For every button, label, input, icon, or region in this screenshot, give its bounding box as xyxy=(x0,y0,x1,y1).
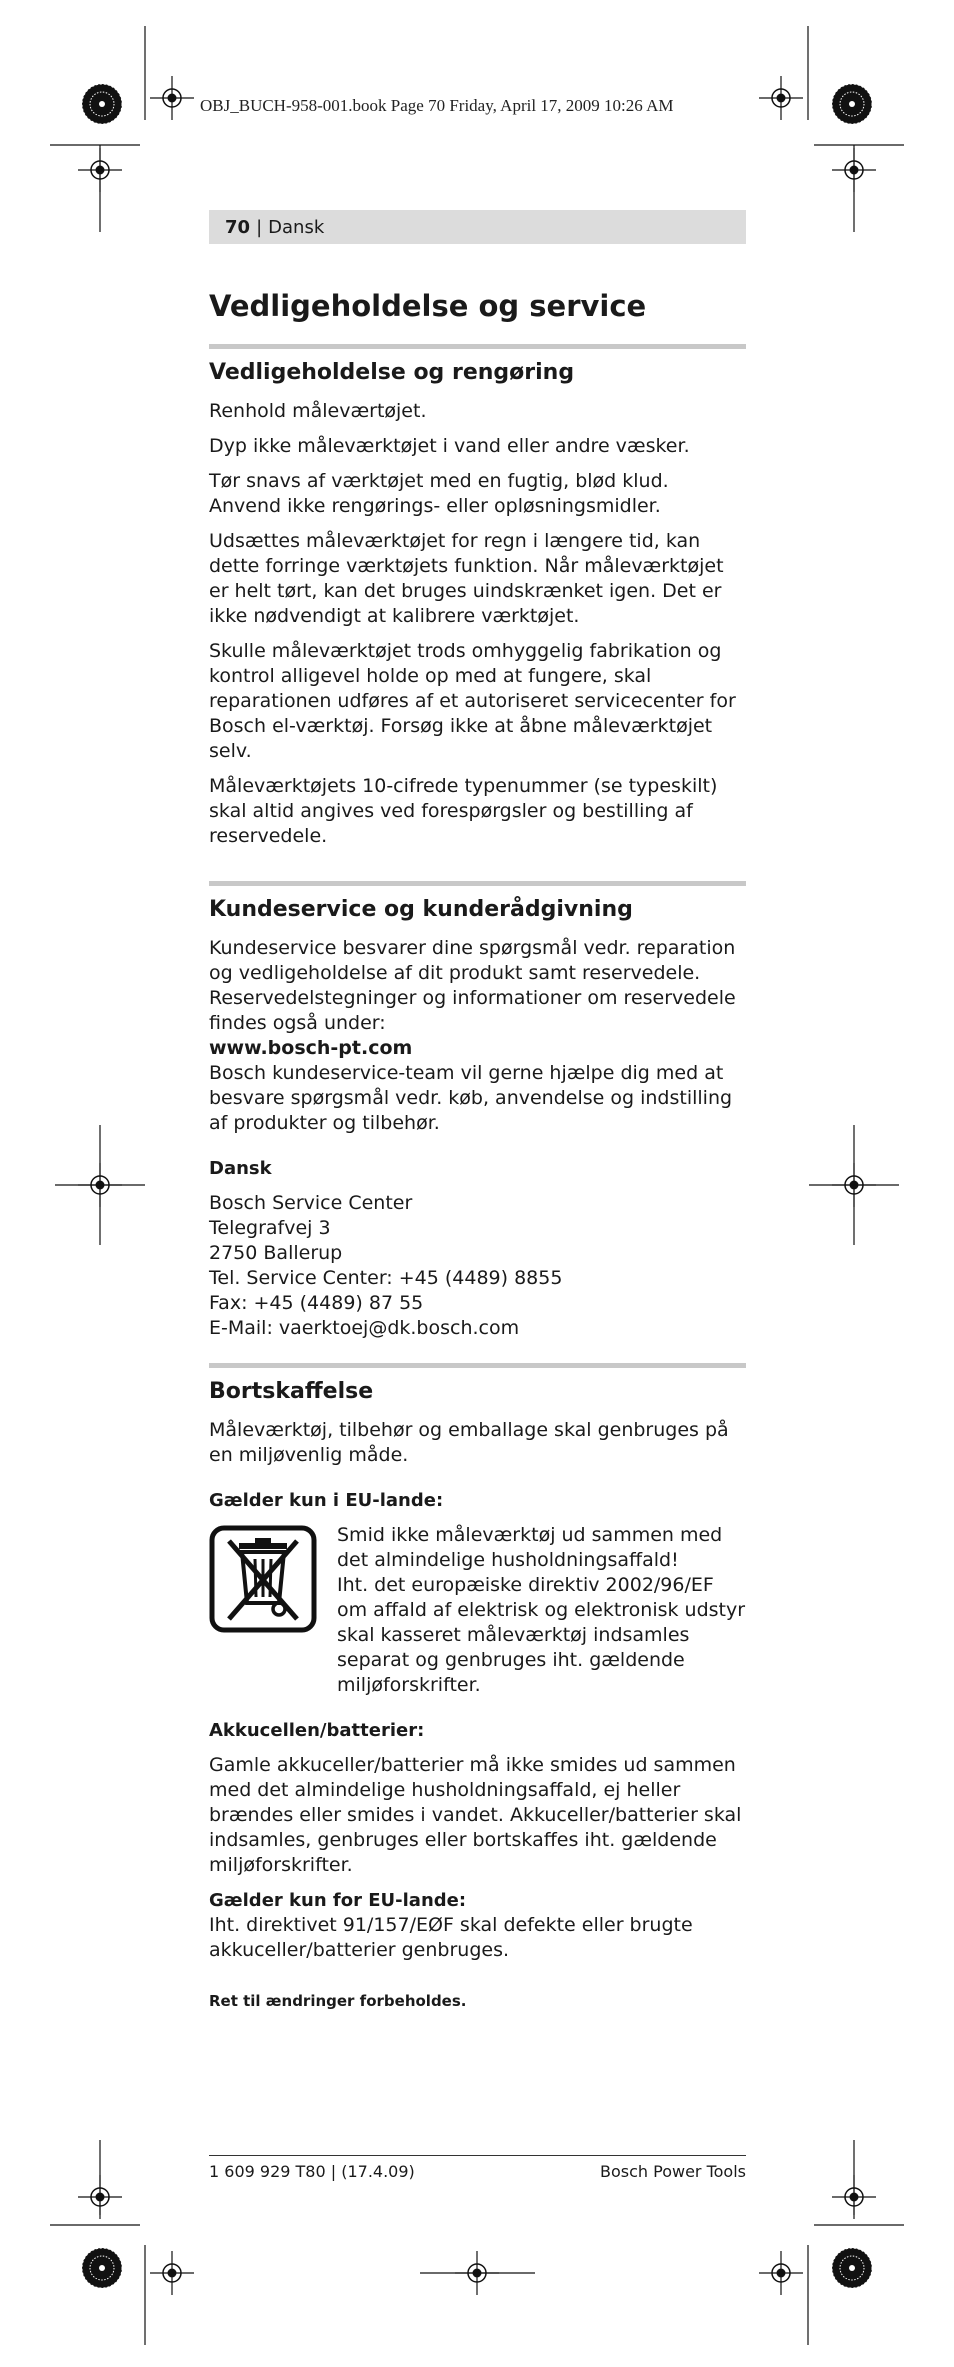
website-link[interactable]: www.bosch-pt.com xyxy=(209,1037,413,1059)
maintenance-paragraph: Renhold måleværtøjet. xyxy=(209,400,427,422)
header-language: Dansk xyxy=(268,216,325,238)
header-separator: | xyxy=(256,216,263,238)
change-notice: Ret til ændringer forbeholdes. xyxy=(209,1992,467,2010)
disposal-section xyxy=(209,1378,746,1963)
maintenance-paragraph: Dyp ikke måleværktøjet i vand eller andre væsker. xyxy=(209,435,690,457)
section-rule xyxy=(209,881,746,886)
customer-service-team-text: Bosch kundeservice-team vil gerne hjælpe dig med at besvare spørgsmål vedr. køb, anvendelse og indstilling af produkter og tilbehør. xyxy=(209,1062,733,1134)
section-rule xyxy=(209,1363,746,1368)
maintenance-paragraph: Skulle måleværktøjet trods omhyggelig fabrikation og kontrol alligevel holde op med at fungere, skal reparationen udføres af et autoriseret servicecenter for Bosch el-værktøj. Forsøg ikke at åbne måleværktøjet selv. xyxy=(209,640,736,762)
weee-warning: Smid ikke måleværktøj ud sammen med det almindelige husholdningsaffald! xyxy=(337,1524,723,1571)
customer-service-heading: Kundeservice og kunderådgivning xyxy=(209,897,633,922)
page-footer xyxy=(209,2155,746,2181)
battery-heading: Akkucellen/batterier: xyxy=(209,1720,425,1741)
disposal-heading: Bortskaffelse xyxy=(209,1379,374,1404)
maintenance-paragraph: Tør snavs af værktøjet med en fugtig, blød klud. Anvend ikke rengørings- eller opløsningsmidler. xyxy=(209,470,669,517)
page-number: 70 xyxy=(225,216,251,238)
country-heading: Dansk xyxy=(209,1158,272,1179)
maintenance-paragraph: Udsættes måleværktøjet for regn i længere tid, kan dette forringe værktøjets funktion. Når måleværktøjet er helt tørt, kan det bruges uindskrænket igen. Det er ikke nødvendigt at kalibrere værktøjet. xyxy=(209,530,724,627)
battery-text: Gamle akkuceller/batterier må ikke smides ud sammen med det almindelige husholdningsaffald, ej heller brændes eller smides i vandet. Akkuceller/batterier skal indsamles, genbruges eller bortskaffes iht. gældende miljøforskrifter. xyxy=(209,1754,742,1876)
print-slug: OBJ_BUCH-958-001.book Page 70 Friday, April 17, 2009 10:26 AM xyxy=(200,96,674,115)
address-line: Tel. Service Center: +45 (4489) 8855 xyxy=(209,1267,563,1289)
maintenance-heading: Vedligeholdelse og rengøring xyxy=(209,360,575,385)
customer-service-section xyxy=(209,896,746,1341)
footer-doc-number: 1 609 929 T80 | (17.4.09) xyxy=(209,2162,415,2181)
footer-brand: Bosch Power Tools xyxy=(600,2162,746,2181)
battery-eu-text: Iht. direktivet 91/157/EØF skal defekte eller brugte akkuceller/batterier genbruges. xyxy=(209,1914,693,1961)
battery-eu-heading: Gælder kun for EU-lande: xyxy=(209,1890,467,1911)
eu-heading: Gælder kun i EU-lande: xyxy=(209,1490,444,1511)
weee-directive: Iht. det europæiske direktiv 2002/96/EF om affald af elektrisk og elektronisk udstyr skal kasseret måleværktøj indsamles separat og genbruges iht. gældende miljøforskrifter. xyxy=(337,1574,746,1696)
page-content xyxy=(209,210,746,2014)
maintenance-paragraph: Måleværktøjets 10-cifrede typenummer (se typeskilt) skal altid angives ved forespørgsler og bestilling af reservedele. xyxy=(209,775,718,847)
page-header xyxy=(209,210,746,244)
customer-service-intro: Kundeservice besvarer dine spørgsmål vedr. reparation og vedligeholdelse af dit produkt samt reservedele. Reservedelstegninger og informationer om reservedele findes også under: xyxy=(209,937,736,1034)
crossed-bin-icon xyxy=(209,1525,317,1633)
address-line: Fax: +45 (4489) 87 55 xyxy=(209,1292,424,1314)
page-title: Vedligeholdelse og service xyxy=(209,289,647,323)
weee-block xyxy=(209,1523,746,1698)
email-line[interactable]: E-Mail: vaerktoej@dk.bosch.com xyxy=(209,1317,520,1339)
address-line: Telegrafvej 3 xyxy=(209,1217,331,1239)
disposal-intro: Måleværktøj, tilbehør og emballage skal genbruges på en miljøvenlig måde. xyxy=(209,1419,729,1466)
maintenance-section xyxy=(209,359,746,849)
address-line: Bosch Service Center xyxy=(209,1192,413,1214)
weee-text xyxy=(337,1523,746,1698)
section-rule xyxy=(209,344,746,349)
address-line: 2750 Ballerup xyxy=(209,1242,343,1264)
